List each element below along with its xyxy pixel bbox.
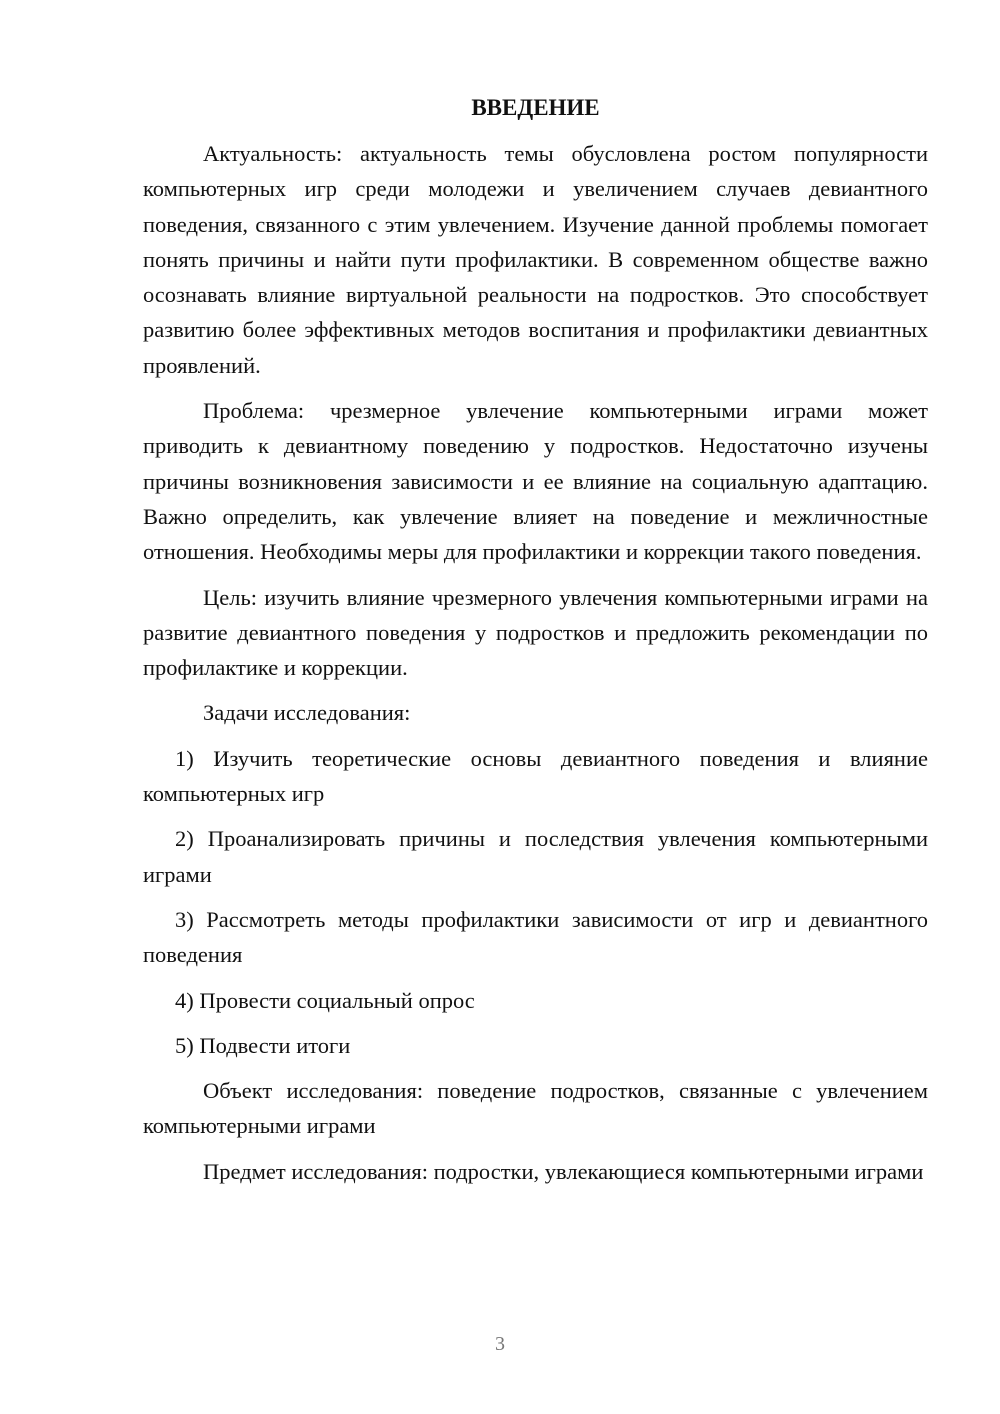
task-item-1: 1) Изучить теоретические основы девиантного поведения и влияние компьютерных игр	[143, 745, 928, 807]
research-subject-paragraph: Предмет исследования: подростки, увлекающиеся компьютерными играми	[203, 1158, 924, 1184]
tasks-heading: Задачи исследования:	[203, 700, 411, 726]
task-item-5: 5) Подвести итоги	[175, 1032, 351, 1058]
page-content	[143, 90, 928, 1189]
goal-paragraph: Цель: изучить влияние чрезмерного увлечения компьютерными играми на развитие девиантного поведения у подростков и предложить рекомендации по профилактике и коррекции.	[143, 584, 928, 681]
task-item-3: 3) Рассмотреть методы профилактики зависимости от игр и девиантного поведения	[143, 906, 928, 968]
page-title: ВВЕДЕНИЕ	[471, 95, 600, 120]
task-item-2: 2) Проанализировать причины и последствия увлечения компьютерными играми	[143, 826, 928, 887]
page-number: 3	[495, 1333, 505, 1355]
research-object-paragraph: Объект исследования: поведение подростков, связанные с увлечением компьютерными играми	[143, 1078, 928, 1139]
task-item-4: 4) Провести социальный опрос	[175, 987, 475, 1013]
problem-paragraph: Проблема: чрезмерное увлечение компьютерными играми может приводить к девиантному поведению у подростков. Недостаточно изучены причины возникновения зависимости и ее влияние на социальную адаптацию. Важно определить, как увлечение влияет на поведение и межличностные отношения. Необходимы меры для профилактики и коррекции такого поведения.	[143, 398, 928, 565]
relevance-paragraph: Актуальность: актуальность темы обусловлена ростом популярности компьютерных игр среди молодежи и увеличением случаев девиантного поведения, связанного с этим увлечением. Изучение данной проблемы помогает понять причины и найти пути профилактики. В современном обществе важно осознавать влияние виртуальной реальности на подростков. Это способствует развитию более эффективных методов воспитания и профилактики девиантных проявлений.	[143, 141, 928, 378]
